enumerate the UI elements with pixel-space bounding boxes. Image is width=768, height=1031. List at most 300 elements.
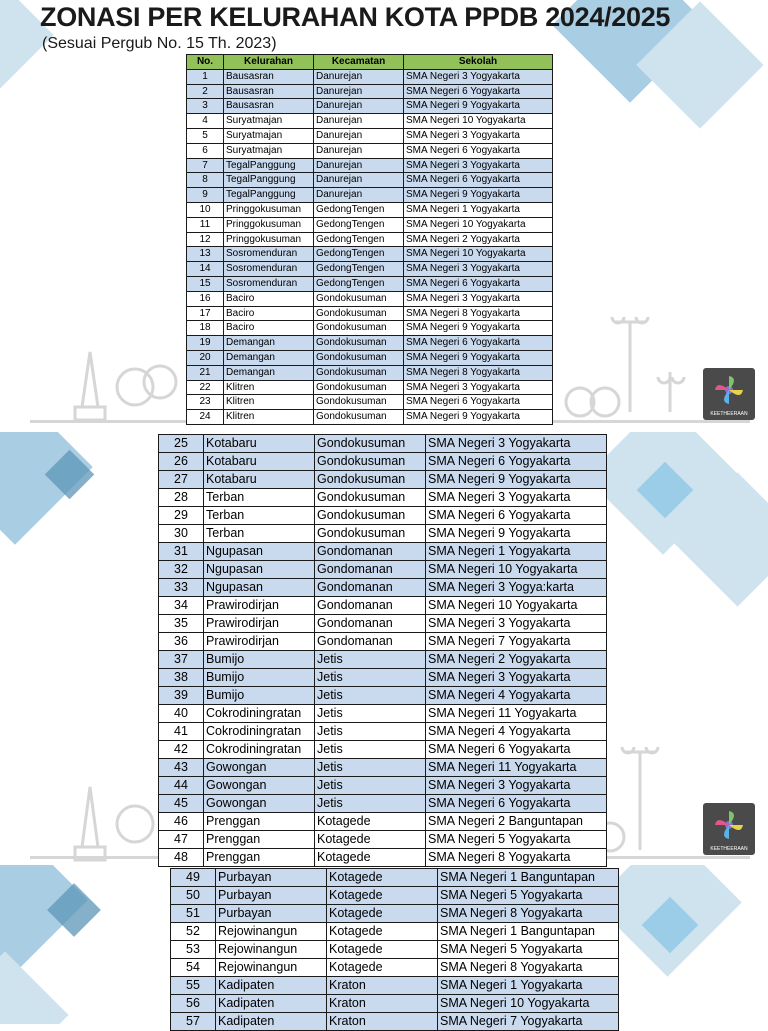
table-row [159,849,607,867]
table-row [159,615,607,633]
cell-kelurahan: Rejowinangun [216,941,327,959]
cell-kelurahan: Terban [204,507,315,525]
cell-sekolah: SMA Negeri 9 Yogyakarta [404,321,553,336]
cell-kelurahan: Sosromenduran [224,276,314,291]
cell-kelurahan: Demangan [224,350,314,365]
cell-sekolah: SMA Negeri 7 Yogyakarta [426,633,607,651]
table-row [187,336,553,351]
cell-kecamatan: Kotagede [315,831,426,849]
cell-kecamatan: Danurejan [314,173,404,188]
cell-kecamatan: Kotagede [327,869,438,887]
cell-kecamatan: Jetis [315,777,426,795]
table-row [159,435,607,453]
cell-kelurahan: Bumijo [204,687,315,705]
cell-sekolah: SMA Negeri 10 Yogyakarta [404,247,553,262]
cell-kecamatan: Gondokusuman [314,336,404,351]
cell-no: 39 [159,687,204,705]
cell-no: 41 [159,723,204,741]
cell-no: 3 [187,99,224,114]
cell-kecamatan: Jetis [315,687,426,705]
cell-no: 48 [159,849,204,867]
table-row [171,959,619,977]
cell-kecamatan: Gondokusuman [315,471,426,489]
table-row [187,69,553,84]
cell-kecamatan: Jetis [315,669,426,687]
cell-kelurahan: Kadipaten [216,977,327,995]
table-row [159,597,607,615]
table-row [159,471,607,489]
cell-no: 33 [159,579,204,597]
table-row [159,759,607,777]
cell-sekolah: SMA Negeri 1 Yogyakarta [438,977,619,995]
cell-no: 13 [187,247,224,262]
cell-no: 38 [159,669,204,687]
table-row [171,923,619,941]
table-row [187,143,553,158]
table-row [187,84,553,99]
table-row [187,232,553,247]
table-row [187,410,553,425]
cell-kecamatan: Kraton [327,995,438,1013]
cell-no: 43 [159,759,204,777]
cell-kelurahan: Kotabaru [204,453,315,471]
cell-kelurahan: Pringgokusuman [224,202,314,217]
cell-sekolah: SMA Negeri 10 Yogyakarta [404,114,553,129]
cell-kecamatan: Danurejan [314,99,404,114]
table-row [187,202,553,217]
cell-no: 37 [159,651,204,669]
cell-no: 12 [187,232,224,247]
table-row [187,158,553,173]
cell-kecamatan: Gondokusuman [314,410,404,425]
cell-kelurahan: Cokrodiningratan [204,705,315,723]
cell-kecamatan: Gondokusuman [314,350,404,365]
cell-kecamatan: Gondokusuman [314,380,404,395]
cell-sekolah: SMA Negeri 9 Yogyakarta [404,350,553,365]
table-row [159,543,607,561]
cell-kelurahan: Ngupasan [204,561,315,579]
cell-kelurahan: Kadipaten [216,995,327,1013]
cell-sekolah: SMA Negeri 11 Yogyakarta [426,705,607,723]
cell-kecamatan: GedongTengen [314,232,404,247]
table-row [187,262,553,277]
cell-no: 16 [187,291,224,306]
cell-kelurahan: Rejowinangun [216,923,327,941]
cell-kecamatan: Gondomanan [315,561,426,579]
cell-kecamatan: Danurejan [314,143,404,158]
cell-sekolah: SMA Negeri 9 Yogyakarta [404,99,553,114]
cell-kecamatan: GedongTengen [314,217,404,232]
table-row [159,579,607,597]
table-row [187,380,553,395]
cell-kecamatan: Jetis [315,759,426,777]
cell-kecamatan: Gondomanan [315,579,426,597]
cell-no: 54 [171,959,216,977]
cell-sekolah: SMA Negeri 3 Yogyakarta [426,777,607,795]
brand-logo [703,803,755,855]
table-row [159,453,607,471]
cell-kecamatan: Jetis [315,651,426,669]
cell-sekolah: SMA Negeri 3 Yogyakarta [404,380,553,395]
cell-sekolah: SMA Negeri 6 Yogyakarta [404,276,553,291]
cell-sekolah: SMA Negeri 6 Yogyakarta [404,84,553,99]
table-row [187,291,553,306]
cell-kecamatan: Gondomanan [315,543,426,561]
cell-no: 28 [159,489,204,507]
cell-no: 32 [159,561,204,579]
cell-sekolah: SMA Negeri 1 Yogyakarta [426,543,607,561]
cell-no: 51 [171,905,216,923]
cell-kelurahan: Baciro [224,321,314,336]
cell-kecamatan: Kotagede [327,887,438,905]
logo-caption: KEETHEERAAN [710,846,748,852]
cell-kecamatan: Gondokusuman [315,435,426,453]
cell-kecamatan: Danurejan [314,69,404,84]
cell-sekolah: SMA Negeri 9 Yogyakarta [404,188,553,203]
cell-no: 46 [159,813,204,831]
cell-kecamatan: Gondokusuman [314,365,404,380]
cell-kecamatan: GedongTengen [314,202,404,217]
cell-kelurahan: Suryatmajan [224,114,314,129]
cell-no: 11 [187,217,224,232]
cell-sekolah: SMA Negeri 10 Yogyakarta [426,597,607,615]
cell-kelurahan: Pringgokusuman [224,217,314,232]
table-row [159,795,607,813]
table-row [159,777,607,795]
cell-kelurahan: Prenggan [204,849,315,867]
cell-no: 8 [187,173,224,188]
cell-sekolah: SMA Negeri 3 Yogyakarta [426,435,607,453]
cell-kelurahan: Purbayan [216,887,327,905]
cell-kecamatan: Danurejan [314,158,404,173]
cell-no: 14 [187,262,224,277]
cell-sekolah: SMA Negeri 3 Yogyakarta [426,669,607,687]
cell-sekolah: SMA Negeri 5 Yogyakarta [426,831,607,849]
cell-kecamatan: Danurejan [314,188,404,203]
table-row [187,321,553,336]
cell-kelurahan: TegalPanggung [224,188,314,203]
table-row [187,128,553,143]
logo-caption: KEETHEERAAN [710,411,748,417]
cell-kecamatan: Gondomanan [315,615,426,633]
cell-sekolah: SMA Negeri 6 Yogyakarta [404,143,553,158]
cell-kelurahan: Prawirodirjan [204,633,315,651]
table-row [171,995,619,1013]
cell-kelurahan: Terban [204,525,315,543]
cell-no: 22 [187,380,224,395]
cell-no: 44 [159,777,204,795]
cell-sekolah: SMA Negeri 1 Yogyakarta [404,202,553,217]
cell-no: 57 [171,1013,216,1031]
cell-kecamatan: Danurejan [314,114,404,129]
cell-kelurahan: Baciro [224,306,314,321]
table-body [187,69,553,424]
cell-kecamatan: GedongTengen [314,247,404,262]
cell-sekolah: SMA Negeri 6 Yogyakarta [426,507,607,525]
cell-kelurahan: Baciro [224,291,314,306]
cell-kelurahan: Ngupasan [204,543,315,561]
table-row [187,99,553,114]
table-row [159,723,607,741]
cell-sekolah: SMA Negeri 6 Yogyakarta [404,173,553,188]
table-row [171,1013,619,1031]
cell-sekolah: SMA Negeri 7 Yogyakarta [438,1013,619,1031]
cell-kelurahan: Bumijo [204,669,315,687]
cell-sekolah: SMA Negeri 3 Yogyakarta [404,262,553,277]
page-subtitle: (Sesuai Pergub No. 15 Th. 2023) [42,35,277,52]
cell-kelurahan: Gowongan [204,759,315,777]
cell-no: 40 [159,705,204,723]
cell-kecamatan: Gondokusuman [315,525,426,543]
cell-sekolah: SMA Negeri 2 Banguntapan [426,813,607,831]
cell-kecamatan: Jetis [315,795,426,813]
cell-kecamatan: Gondokusuman [314,395,404,410]
cell-kecamatan: Gondomanan [315,633,426,651]
cell-kelurahan: Sosromenduran [224,247,314,262]
cell-no: 7 [187,158,224,173]
cell-sekolah: SMA Negeri 10 Yogyakarta [404,217,553,232]
cell-no: 52 [171,923,216,941]
table-body [171,869,619,1031]
column-header-no: No. [187,55,224,70]
cell-kelurahan: Pringgokusuman [224,232,314,247]
table-row [171,869,619,887]
cell-kecamatan: Danurejan [314,128,404,143]
cell-no: 17 [187,306,224,321]
cell-sekolah: SMA Negeri 3 Yogyakarta [426,489,607,507]
cell-no: 26 [159,453,204,471]
cell-sekolah: SMA Negeri 8 Yogyakarta [426,849,607,867]
decor-diamond [0,951,69,1024]
cell-no: 36 [159,633,204,651]
cell-no: 34 [159,597,204,615]
table-row [159,687,607,705]
cell-no: 42 [159,741,204,759]
cell-kelurahan: Purbayan [216,869,327,887]
cell-kecamatan: Kraton [327,977,438,995]
table-row [187,114,553,129]
cell-kelurahan: TegalPanggung [224,158,314,173]
cell-kelurahan: Gowongan [204,795,315,813]
column-header-kecamatan: Kecamatan [314,55,404,70]
cell-kelurahan: Prawirodirjan [204,597,315,615]
cell-no: 53 [171,941,216,959]
cell-kecamatan: Gondokusuman [314,306,404,321]
cell-no: 4 [187,114,224,129]
table-row [159,525,607,543]
cell-sekolah: SMA Negeri 3 Yogya:karta [426,579,607,597]
column-header-sekolah: Sekolah [404,55,553,70]
cell-no: 21 [187,365,224,380]
table-row [187,173,553,188]
cell-no: 56 [171,995,216,1013]
cell-sekolah: SMA Negeri 2 Yogyakarta [404,232,553,247]
zonasi-table-part-1 [186,54,553,425]
cell-kelurahan: Ngupasan [204,579,315,597]
cell-kelurahan: Cokrodiningratan [204,741,315,759]
table-row [171,887,619,905]
table-row [187,217,553,232]
cell-sekolah: SMA Negeri 4 Yogyakarta [426,687,607,705]
cell-sekolah: SMA Negeri 6 Yogyakarta [426,795,607,813]
table-row [187,247,553,262]
zonasi-table-part-2 [158,434,607,867]
cell-kelurahan: Bausasran [224,69,314,84]
cell-kecamatan: Gondokusuman [315,453,426,471]
zonasi-table-part-3 [170,868,619,1031]
cell-kecamatan: Jetis [315,705,426,723]
cell-sekolah: SMA Negeri 3 Yogyakarta [426,615,607,633]
cell-kecamatan: Jetis [315,723,426,741]
cell-kelurahan: Demangan [224,365,314,380]
cell-kelurahan: Klitren [224,380,314,395]
cell-sekolah: SMA Negeri 1 Banguntapan [438,869,619,887]
brand-logo [703,368,755,420]
cell-kelurahan: Sosromenduran [224,262,314,277]
table-row [187,276,553,291]
cell-kelurahan: Purbayan [216,905,327,923]
cell-no: 2 [187,84,224,99]
cell-no: 5 [187,128,224,143]
cell-sekolah: SMA Negeri 6 Yogyakarta [426,741,607,759]
cell-no: 47 [159,831,204,849]
cell-sekolah: SMA Negeri 5 Yogyakarta [438,941,619,959]
cell-kecamatan: Gondomanan [315,597,426,615]
cell-no: 31 [159,543,204,561]
cell-no: 35 [159,615,204,633]
cell-kecamatan: Kotagede [315,849,426,867]
cell-sekolah: SMA Negeri 3 Yogyakarta [404,128,553,143]
cell-kelurahan: Terban [204,489,315,507]
cell-sekolah: SMA Negeri 11 Yogyakarta [426,759,607,777]
cell-no: 20 [187,350,224,365]
cell-kecamatan: Gondokusuman [315,507,426,525]
cell-sekolah: SMA Negeri 10 Yogyakarta [438,995,619,1013]
table-row [159,813,607,831]
cell-kecamatan: Gondokusuman [314,291,404,306]
cell-kecamatan: Kotagede [327,959,438,977]
cell-no: 45 [159,795,204,813]
table-row [159,489,607,507]
table-row [159,651,607,669]
cell-no: 30 [159,525,204,543]
cell-no: 29 [159,507,204,525]
table-row [187,188,553,203]
table-row [187,306,553,321]
table-row [187,395,553,410]
cell-no: 15 [187,276,224,291]
cell-kelurahan: Bausasran [224,84,314,99]
table-body [159,435,607,867]
table-row [187,365,553,380]
cell-kecamatan: Kotagede [327,941,438,959]
cell-kelurahan: Demangan [224,336,314,351]
cell-sekolah: SMA Negeri 9 Yogyakarta [426,471,607,489]
cell-no: 1 [187,69,224,84]
cell-kelurahan: Bausasran [224,99,314,114]
cell-no: 27 [159,471,204,489]
cell-sekolah: SMA Negeri 3 Yogyakarta [404,291,553,306]
cell-kelurahan: Suryatmajan [224,128,314,143]
cell-sekolah: SMA Negeri 4 Yogyakarta [426,723,607,741]
cell-kelurahan: Bumijo [204,651,315,669]
cell-sekolah: SMA Negeri 3 Yogyakarta [404,158,553,173]
cell-sekolah: SMA Negeri 6 Yogyakarta [404,336,553,351]
table-row [171,905,619,923]
column-header-kelurahan: Kelurahan [224,55,314,70]
cell-kecamatan: Kotagede [327,923,438,941]
table-row [171,941,619,959]
cell-sekolah: SMA Negeri 5 Yogyakarta [438,887,619,905]
cell-sekolah: SMA Negeri 8 Yogyakarta [438,959,619,977]
cell-kecamatan: GedongTengen [314,276,404,291]
cell-sekolah: SMA Negeri 8 Yogyakarta [438,905,619,923]
cell-no: 24 [187,410,224,425]
cell-kecamatan: Kraton [327,1013,438,1031]
page-title: ZONASI PER KELURAHAN KOTA PPDB 2024/2025 [40,2,671,32]
cell-kelurahan: Gowongan [204,777,315,795]
cell-kelurahan: Prenggan [204,813,315,831]
cell-no: 23 [187,395,224,410]
cell-kelurahan: Kadipaten [216,1013,327,1031]
cell-kelurahan: Klitren [224,410,314,425]
cell-kelurahan: TegalPanggung [224,173,314,188]
table-header-row [187,55,553,70]
cell-kecamatan: Kotagede [315,813,426,831]
cell-no: 18 [187,321,224,336]
table-row [159,669,607,687]
table-row [159,561,607,579]
cell-sekolah: SMA Negeri 10 Yogyakarta [426,561,607,579]
cell-no: 25 [159,435,204,453]
cell-sekolah: SMA Negeri 6 Yogyakarta [426,453,607,471]
cell-sekolah: SMA Negeri 9 Yogyakarta [426,525,607,543]
table-row [187,350,553,365]
cell-no: 19 [187,336,224,351]
cell-kecamatan: GedongTengen [314,262,404,277]
cell-sekolah: SMA Negeri 8 Yogyakarta [404,365,553,380]
cell-sekolah: SMA Negeri 9 Yogyakarta [404,410,553,425]
cell-no: 55 [171,977,216,995]
cell-no: 10 [187,202,224,217]
cell-sekolah: SMA Negeri 6 Yogyakarta [404,395,553,410]
cell-no: 49 [171,869,216,887]
cell-kelurahan: Kotabaru [204,471,315,489]
cell-kelurahan: Klitren [224,395,314,410]
cell-kecamatan: Gondokusuman [315,489,426,507]
cell-sekolah: SMA Negeri 3 Yogyakarta [404,69,553,84]
table-row [159,507,607,525]
table-row [159,831,607,849]
cell-kecamatan: Danurejan [314,84,404,99]
cell-no: 50 [171,887,216,905]
table-row [159,633,607,651]
cell-kecamatan: Kotagede [327,905,438,923]
cell-no: 9 [187,188,224,203]
cell-kecamatan: Gondokusuman [314,321,404,336]
cell-sekolah: SMA Negeri 8 Yogyakarta [404,306,553,321]
table-row [159,741,607,759]
cell-no: 6 [187,143,224,158]
cell-kelurahan: Suryatmajan [224,143,314,158]
table-row [171,977,619,995]
cell-kelurahan: Cokrodiningratan [204,723,315,741]
cell-kelurahan: Prenggan [204,831,315,849]
cell-sekolah: SMA Negeri 2 Yogyakarta [426,651,607,669]
cell-sekolah: SMA Negeri 1 Banguntapan [438,923,619,941]
cell-kecamatan: Jetis [315,741,426,759]
table-row [159,705,607,723]
